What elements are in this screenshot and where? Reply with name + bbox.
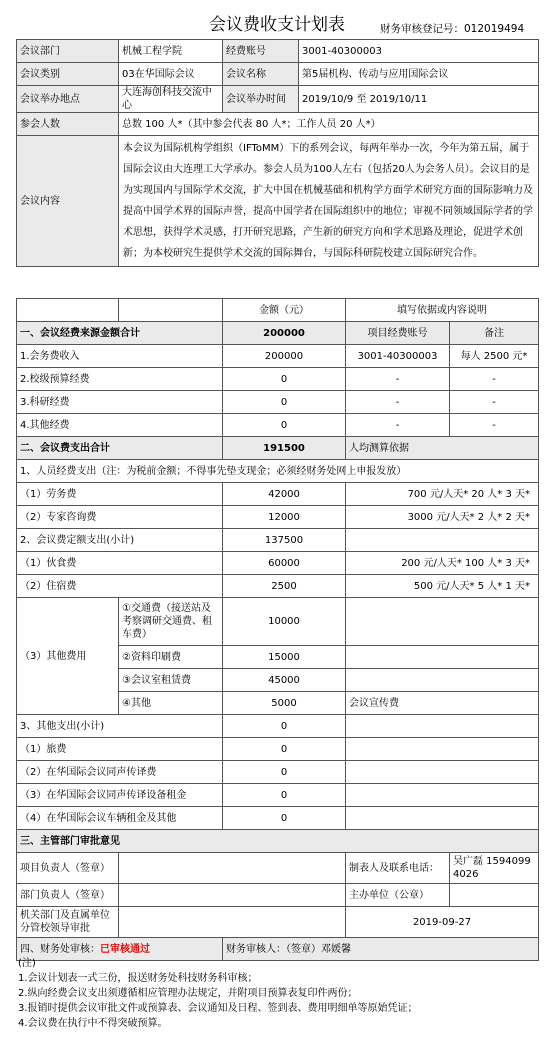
content-value: 本会议为国际机构学组织（IFToMM）下的系列会议，每两年举办一次，今年为第五届，属于国际会议由大连理工大学承办。参会人员为100人左右（包括20人为会务人员）。会议目的是为实现国内与国际学术交流，扩大中国在机械基础和机构学方面学术研究方面的国际影响力及提高中国学术界的国际声誉，提高中国学者在国际组织中的地位；审视不同领域国际学者的学术思想，获得学术灵感，打开研究思路，产生新的研究方向和学术思路及理论，促进学术创新；为本校研究生提供学术交流的国际舞台，与国际科研院校建立国际研究合作。 <box>119 136 539 267</box>
note-header: 备注 <box>450 322 539 345</box>
car-amount: 0 <box>223 807 346 830</box>
misc-other-note: 会议宣传费 <box>346 692 539 715</box>
time-label: 会议举办时间 <box>223 86 299 113</box>
people-label: 参会人数 <box>17 113 119 136</box>
finance-reviewer: 邓媛馨 <box>321 943 351 955</box>
note-item: 2.纵向经费会议支出须遵循相应管理办法规定，并附项目预算表复印件两份； <box>18 988 358 999</box>
other-exp-amount: 0 <box>223 715 346 738</box>
acct-label: 经费账号 <box>223 40 299 63</box>
hotel-amount: 2500 <box>223 575 346 598</box>
transport-amount: 10000 <box>223 598 346 646</box>
income-total-label: 一、会议经费来源金额合计 <box>17 322 223 345</box>
interp-equip-label: （3）在华国际会议同声传译设备租金 <box>17 784 223 807</box>
acct-value: 3001-40300003 <box>299 40 539 63</box>
school-label: 2.校级预算经费 <box>17 368 223 391</box>
finance-status: 已审核通过 <box>100 943 150 955</box>
research-amount: 0 <box>223 391 346 414</box>
school-amount: 0 <box>223 368 346 391</box>
finance-reviewer-label: 财务审核人：（签章） <box>226 943 321 955</box>
car-label: （4）在华国际会议车辆租金及其他 <box>17 807 223 830</box>
other-amount: 0 <box>223 414 346 437</box>
host-label: 主办单位（公章） <box>346 884 450 907</box>
fee-label: 1.会务费收入 <box>17 345 223 368</box>
misc-other-amount: 5000 <box>223 692 346 715</box>
interp-amount: 0 <box>223 761 346 784</box>
transport-label: ①交通费（接送站及考察调研交通费、租车费） <box>119 598 223 646</box>
hotel-note: 500 元/人天* 5 人* 1 天* <box>346 575 539 598</box>
print-amount: 15000 <box>223 646 346 669</box>
research-acct: - <box>346 391 450 414</box>
budget-table <box>16 298 539 961</box>
place-label: 会议举办地点 <box>17 86 119 113</box>
food-label: （1）伙食费 <box>17 552 223 575</box>
travel-label: （1）旅费 <box>17 738 223 761</box>
food-amount: 60000 <box>223 552 346 575</box>
expert-amount: 12000 <box>223 506 346 529</box>
leader-label: 机关部门及直属单位分管校领导审批 <box>17 907 119 938</box>
print-label: ②资料印刷费 <box>119 646 223 669</box>
research-label: 3.科研经费 <box>17 391 223 414</box>
school-acct: - <box>346 368 450 391</box>
labor-note: 700 元/人天* 20 人* 3 天* <box>346 483 539 506</box>
name-value: 第5届机构、传动与应用国际会议 <box>299 63 539 86</box>
place-value: 大连海创科技交流中心 <box>119 86 223 113</box>
note-item: 4.会议费在执行中不得突破预算。 <box>18 1018 168 1029</box>
preparer-label: 制表人及联系电话： <box>346 853 450 884</box>
hotel-label: （2）住宿费 <box>17 575 223 598</box>
personnel-label: 1、人员经费支出（注：为税前金额；不得事先垫支现金；必须经财务处网上申报发放） <box>17 460 539 483</box>
expense-total-note: 人均测算依据 <box>346 437 539 460</box>
room-label: ③会议室租赁费 <box>119 669 223 692</box>
other-exp-label: 3、其他支出(小计) <box>17 715 223 738</box>
people-value: 总数 100 人*（其中参会代表 80 人*；工作人员 20 人*） <box>119 113 539 136</box>
income-total: 200000 <box>223 322 346 345</box>
note-item: 1.会议计划表一式三份，报送财务处科技财务科审核； <box>18 973 258 984</box>
labor-label: （1）劳务费 <box>17 483 223 506</box>
labor-amount: 42000 <box>223 483 346 506</box>
fixed-amount: 137500 <box>223 529 346 552</box>
expense-total-label: 二、会议费支出合计 <box>17 437 223 460</box>
interp-label: （2）在华国际会议同声传译费 <box>17 761 223 784</box>
fee-note: 每人 2500 元* <box>450 345 539 368</box>
notes-heading: (注) <box>18 958 36 969</box>
misc-label: （3）其他费用 <box>17 598 119 715</box>
finance-label: 四、财务处审核： <box>20 943 100 955</box>
dept-label: 会议部门 <box>17 40 119 63</box>
school-note: - <box>450 368 539 391</box>
type-label: 会议类别 <box>17 63 119 86</box>
room-amount: 45000 <box>223 669 346 692</box>
fee-amount: 200000 <box>223 345 346 368</box>
fee-acct: 3001-40300003 <box>346 345 450 368</box>
basis-header: 填写依据或内容说明 <box>346 299 539 322</box>
acct-header: 项目经费账号 <box>346 322 450 345</box>
approval-date: 2019-09-27 <box>346 907 539 938</box>
expert-note: 3000 元/人天* 2 人* 2 天* <box>346 506 539 529</box>
travel-amount: 0 <box>223 738 346 761</box>
time-value: 2019/10/9 至 2019/10/11 <box>299 86 539 113</box>
other-note: - <box>450 414 539 437</box>
pm-label: 项目负责人（签章） <box>17 853 119 884</box>
food-note: 200 元/人天* 100 人* 3 天* <box>346 552 539 575</box>
registration-number: 财务审核登记号：012019494 <box>380 23 525 35</box>
page-title: 会议费收支计划表 <box>209 15 345 35</box>
fixed-label: 2、会议费定额支出(小计) <box>17 529 223 552</box>
approval-section-label: 三、主管部门审批意见 <box>17 830 539 853</box>
interp-equip-amount: 0 <box>223 784 346 807</box>
meeting-info-table <box>16 39 539 267</box>
expense-total: 191500 <box>223 437 346 460</box>
preparer-value: 吴广磊 15940994026 <box>450 853 539 884</box>
expert-label: （2）专家咨询费 <box>17 506 223 529</box>
misc-other-label: ④其他 <box>119 692 223 715</box>
note-item: 3.报销时提供会议审批文件或预算表、会议通知及日程、签到表、费用明细单等原始凭证； <box>18 1003 418 1014</box>
dept-value: 机械工程学院 <box>119 40 223 63</box>
amount-header: 金额（元） <box>223 299 346 322</box>
research-note: - <box>450 391 539 414</box>
type-value: 03在华国际会议 <box>119 63 223 86</box>
notes-section <box>18 956 418 1031</box>
name-label: 会议名称 <box>223 63 299 86</box>
content-label: 会议内容 <box>17 136 119 267</box>
other-acct: - <box>346 414 450 437</box>
other-label: 4.其他经费 <box>17 414 223 437</box>
dept-head-label: 部门负责人（签章） <box>17 884 119 907</box>
